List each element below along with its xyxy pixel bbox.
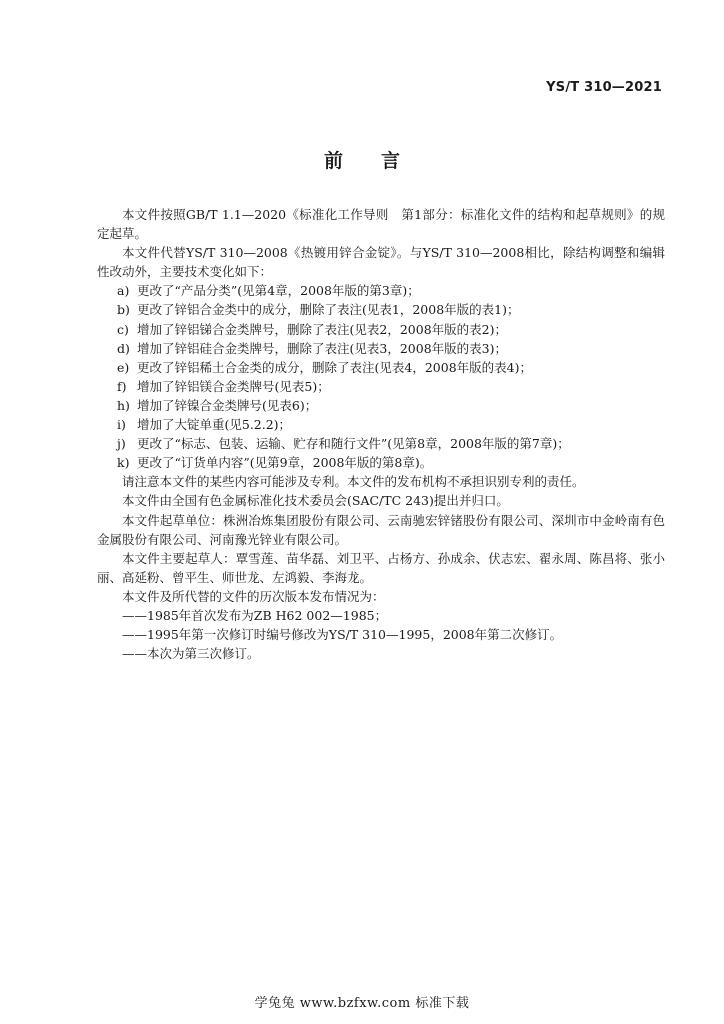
list-item [97, 434, 665, 453]
list-item-text: 更改了“产品分类”(见第4章，2008年版的第3章)； [137, 283, 420, 299]
paragraph-drafting-units: 本文件起草单位：株洲冶炼集团股份有限公司、云南驰宏锌锗股份有限公司、深圳市中金岭南有色金属股份有限公司、河南豫光锌业有限公司。 [97, 512, 665, 547]
document-body [97, 205, 665, 663]
list-marker: i) [117, 417, 126, 433]
list-item [97, 339, 665, 358]
list-item [97, 358, 665, 377]
page-title [0, 146, 724, 173]
paragraph-patent-notice: 请注意本文件的某些内容可能涉及专利。本文件的发布机构不承担识别专利的责任。 [122, 474, 585, 490]
list-marker: h) [117, 397, 130, 413]
page-title-char-2: 言 [381, 150, 401, 172]
list-item-text: 增加了大锭单重(见5.2.2)； [137, 417, 292, 433]
list-item [97, 281, 665, 300]
list-item [97, 396, 665, 415]
paragraph-replacement: 本文件代替YS/T 310—2008《热镀用锌合金锭》。与YS/T 310—2008相比，除结构调整和编辑性改动外，主要技术变化如下： [97, 245, 665, 280]
list-item [97, 320, 665, 339]
footer-watermark: 学兔兔 www.bzfxw.com 标准下载 [254, 996, 470, 1011]
list-marker: c) [117, 321, 129, 337]
list-marker: f) [117, 378, 127, 394]
list-item-text: 增加了锌铝硅合金类牌号，删除了表注(见表3，2008年版的表3)； [137, 340, 507, 356]
history-item: ——1985年首次发布为ZB H62 002—1985； [122, 607, 388, 623]
list-item [97, 415, 665, 434]
paragraph-drafting-rules: 本文件按照GB/T 1.1—2020《标准化工作导则 第1部分：标准化文件的结构和起草规则》的规定起草。 [97, 207, 665, 242]
list-item [97, 377, 665, 396]
paragraph-history-intro: 本文件及所代替的文件的历次版本发布情况为： [122, 588, 385, 604]
changes-list [97, 281, 665, 472]
list-item [97, 453, 665, 472]
list-marker: k) [117, 455, 130, 471]
list-item-text: 更改了“标志、包装、运输、贮存和随行文件”(见第8章，2008年版的第7章)； [137, 436, 570, 452]
history-item: ——1995年第一次修订时编号修改为YS/T 310—1995，2008年第二次修订。 [122, 627, 563, 643]
list-item-text: 增加了锌铝锑合金类牌号，删除了表注(见表2，2008年版的表2)； [137, 321, 507, 337]
list-item [97, 300, 665, 319]
list-marker: d) [117, 340, 130, 356]
list-item-text: 更改了“订货单内容”(见第9章，2008年版的第8章)。 [137, 455, 433, 471]
history-item: ——本次为第三次修订。 [122, 646, 260, 662]
list-marker: e) [117, 359, 130, 375]
list-marker: b) [117, 302, 130, 318]
standard-code: YS/T 310—2021 [546, 80, 662, 95]
paragraph-drafters: 本文件主要起草人：覃雪莲、苗华磊、刘卫平、占杨方、孙成余、伏志宏、翟永周、陈昌将、张小丽、高延粉、曾平生、师世龙、左鸿毅、李海龙。 [97, 550, 665, 585]
paragraph-committee: 本文件由全国有色金属标准化技术委员会(SAC/TC 243)提出并归口。 [122, 493, 509, 509]
list-item-text: 更改了锌铝合金类中的成分，删除了表注(见表1，2008年版的表1)； [137, 302, 520, 318]
list-item-text: 更改了锌铝稀土合金类的成分，删除了表注(见表4，2008年版的表4)； [137, 359, 532, 375]
list-marker: a) [117, 283, 130, 299]
list-item-text: 增加了锌铝镁合金类牌号(见表5)； [137, 378, 330, 394]
page-title-char-1: 前 [323, 150, 343, 172]
list-marker: j) [117, 436, 126, 452]
list-item-text: 增加了锌镍合金类牌号(见表6)； [137, 397, 318, 413]
